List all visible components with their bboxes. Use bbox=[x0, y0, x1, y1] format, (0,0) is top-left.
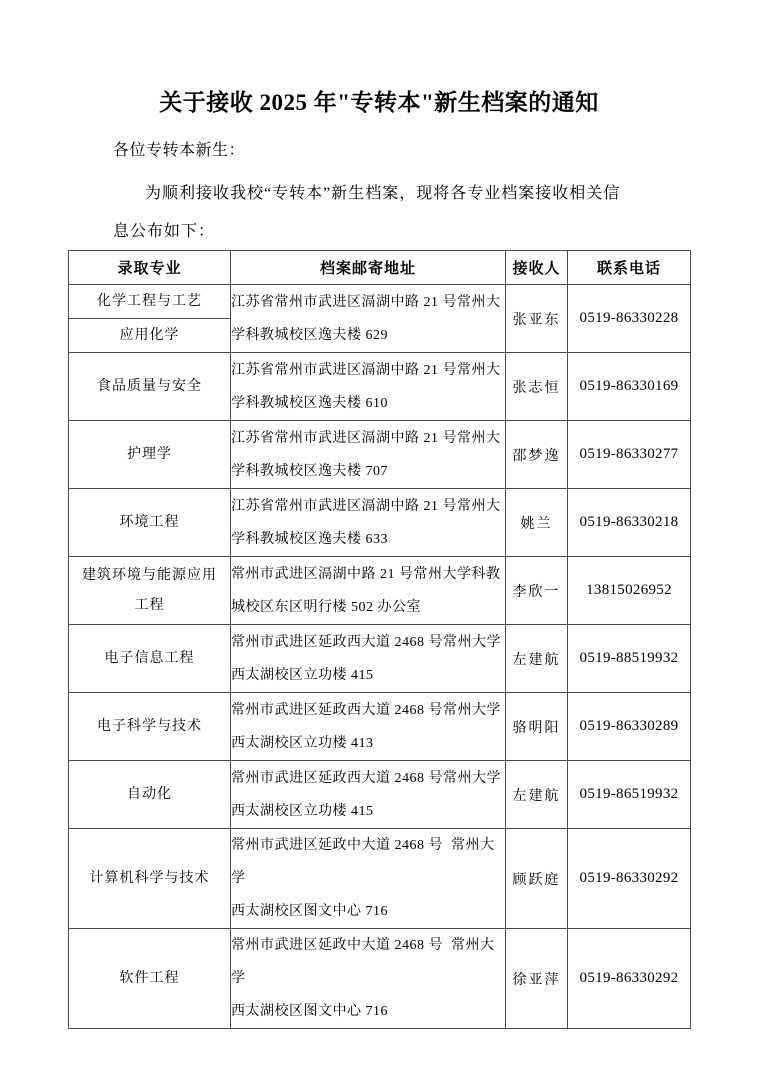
major-cell: 电子信息工程 bbox=[69, 625, 231, 693]
major-cell: 电子科学与技术 bbox=[69, 693, 231, 761]
address-cell bbox=[231, 829, 506, 929]
recipient-cell: 骆明阳 bbox=[506, 693, 568, 761]
major-cell: 自动化 bbox=[69, 761, 231, 829]
address-line: 学科教城校区逸夫楼 633 bbox=[231, 531, 388, 547]
table-row bbox=[69, 353, 691, 421]
table-header-row bbox=[69, 251, 691, 285]
address-line: 西太湖校区图文中心 716 bbox=[231, 1004, 388, 1019]
address-line: 常州市武进区延政中大道 2468 号 常州大学 bbox=[231, 938, 495, 986]
recipient-cell: 徐亚萍 bbox=[506, 929, 568, 1029]
address-cell bbox=[231, 693, 506, 761]
archive-table bbox=[68, 250, 691, 1029]
address-line: 学科教城校区逸夫楼 610 bbox=[231, 395, 388, 411]
address-line: 常州市武进区延政西大道 2468 号常州大学 bbox=[231, 770, 501, 786]
recipient-cell: 左建航 bbox=[506, 761, 568, 829]
table-row bbox=[69, 929, 691, 1029]
table-row bbox=[69, 557, 691, 625]
major-cell: 化学工程与工艺 bbox=[69, 285, 231, 319]
address-line: 西太湖校区立功楼 415 bbox=[231, 803, 374, 819]
address-line: 学科教城校区逸夫楼 707 bbox=[231, 463, 388, 479]
recipient-cell: 邵梦逸 bbox=[506, 421, 568, 489]
major-cell: 计算机科学与技术 bbox=[69, 829, 231, 929]
archive-table-body bbox=[69, 285, 691, 1029]
table-row bbox=[69, 829, 691, 929]
address-cell bbox=[231, 489, 506, 557]
address-line: 常州市武进区滆湖中路 21 号常州大学科教 bbox=[231, 566, 501, 582]
phone-cell: 0519-86519932 bbox=[568, 761, 691, 829]
column-header: 联系电话 bbox=[568, 251, 691, 285]
address-line: 城校区东区明行楼 502 办公室 bbox=[231, 599, 421, 615]
address-line: 江苏省常州市武进区滆湖中路 21 号常州大 bbox=[231, 430, 501, 446]
phone-cell: 0519-86330292 bbox=[568, 929, 691, 1029]
address-cell bbox=[231, 929, 506, 1029]
address-line: 常州市武进区延政中大道 2468 号 常州大学 bbox=[231, 838, 495, 886]
table-row bbox=[69, 421, 691, 489]
address-cell bbox=[231, 353, 506, 421]
table-row bbox=[69, 761, 691, 829]
address-line: 西太湖校区立功楼 413 bbox=[231, 735, 374, 751]
table-row bbox=[69, 625, 691, 693]
address-line: 江苏省常州市武进区滆湖中路 21 号常州大 bbox=[231, 498, 501, 514]
major-cell: 软件工程 bbox=[69, 929, 231, 1029]
recipient-cell: 顾跃庭 bbox=[506, 829, 568, 929]
notice-body-line-1: 为顺利接收我校“专转本”新生档案，现将各专业档案接收相关信 bbox=[145, 185, 621, 202]
address-line: 西太湖校区立功楼 415 bbox=[231, 667, 374, 683]
address-line: 西太湖校区图文中心 716 bbox=[231, 904, 388, 919]
phone-cell: 0519-86330228 bbox=[568, 285, 691, 353]
phone-cell: 0519-86330218 bbox=[568, 489, 691, 557]
table-row bbox=[69, 693, 691, 761]
major-cell: 建筑环境与能源应用 工程 bbox=[69, 557, 231, 625]
address-line: 常州市武进区延政西大道 2468 号常州大学 bbox=[231, 634, 501, 650]
address-cell bbox=[231, 761, 506, 829]
major-cell: 环境工程 bbox=[69, 489, 231, 557]
address-line: 江苏省常州市武进区滆湖中路 21 号常州大 bbox=[231, 294, 501, 310]
table-row bbox=[69, 285, 691, 319]
major-cell: 食品质量与安全 bbox=[69, 353, 231, 421]
recipient-cell: 张志恒 bbox=[506, 353, 568, 421]
phone-cell: 0519-86330277 bbox=[568, 421, 691, 489]
address-cell bbox=[231, 557, 506, 625]
column-header: 档案邮寄地址 bbox=[231, 251, 506, 285]
recipient-cell: 姚兰 bbox=[506, 489, 568, 557]
salutation: 各位专转本新生： bbox=[113, 142, 246, 159]
address-cell bbox=[231, 421, 506, 489]
phone-cell: 0519-88519932 bbox=[568, 625, 691, 693]
notice-body-line-2: 息公布如下： bbox=[113, 223, 216, 240]
address-line: 常州市武进区延政西大道 2468 号常州大学 bbox=[231, 702, 501, 718]
table-row bbox=[69, 489, 691, 557]
major-cell: 护理学 bbox=[69, 421, 231, 489]
address-line: 江苏省常州市武进区滆湖中路 21 号常州大 bbox=[231, 362, 501, 378]
phone-cell: 0519-86330292 bbox=[568, 829, 691, 929]
page-title: 关于接收 2025 年"专转本"新生档案的通知 bbox=[159, 90, 599, 115]
major-cell: 应用化学 bbox=[69, 319, 231, 353]
phone-cell: 0519-86330169 bbox=[568, 353, 691, 421]
column-header: 接收人 bbox=[506, 251, 568, 285]
recipient-cell: 张亚东 bbox=[506, 285, 568, 353]
phone-cell: 13815026952 bbox=[568, 557, 691, 625]
column-header: 录取专业 bbox=[69, 251, 231, 285]
phone-cell: 0519-86330289 bbox=[568, 693, 691, 761]
address-cell bbox=[231, 285, 506, 353]
recipient-cell: 左建航 bbox=[506, 625, 568, 693]
address-cell bbox=[231, 625, 506, 693]
address-line: 学科教城校区逸夫楼 629 bbox=[231, 327, 388, 343]
recipient-cell: 李欣一 bbox=[506, 557, 568, 625]
